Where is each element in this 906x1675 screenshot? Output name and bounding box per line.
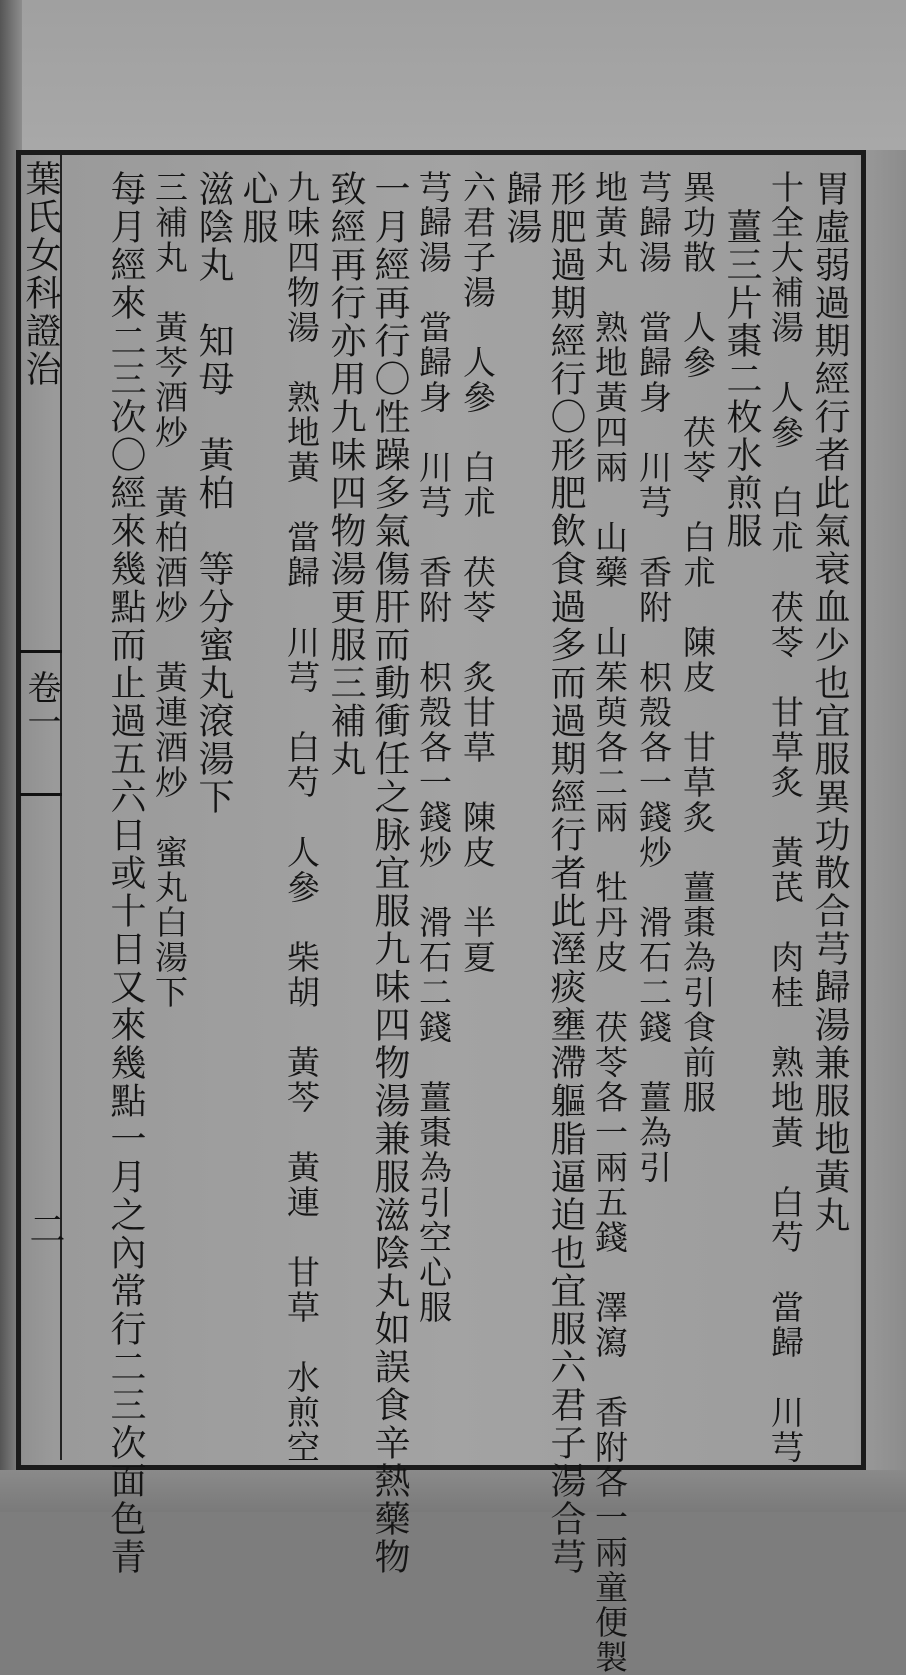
top-margin — [0, 0, 906, 150]
text-column-17: 每月經來二三次〇經來幾點而止過五六日或十日又來幾點一月之內常行二三次面色青 — [105, 170, 146, 1576]
text-column-7: 形肥過期經行〇形肥飲食過多而過期經行者此溼痰壅滯軀脂逼迫也宜服六君子湯合芎 — [545, 170, 586, 1576]
text-column-12: 致經再行亦用九味四物湯更服三補丸 — [325, 170, 366, 778]
center-spine — [20, 150, 65, 1470]
book-title: 葉氏女科證治 — [20, 160, 61, 388]
page-number: 二 — [24, 1210, 65, 1246]
text-column-5: 芎歸湯 當歸身 川芎 香附 枳殼各一錢炒 滑石二錢 薑為引 — [634, 170, 673, 1185]
text-column-16: 三補丸 黃芩酒炒 黃柏酒炒 黃連酒炒 蜜丸白湯下 — [150, 170, 189, 1010]
volume-label: 卷一 — [21, 670, 61, 738]
text-column-13: 九味四物湯 熟地黃 當歸 川芎 白芍 人參 柴胡 黃芩 黃連 甘草 水煎空 — [282, 170, 321, 1465]
text-column-1: 胃虛弱過期經行者此氣衰血少也宜服異功散合芎歸湯兼服地黃丸 — [809, 170, 850, 1234]
text-column-10: 芎歸湯 當歸身 川芎 香附 枳殼各一錢炒 滑石二錢 薑棗為引空心服 — [414, 170, 453, 1325]
text-column-8: 歸湯 — [501, 170, 542, 246]
text-column-14: 心服 — [237, 170, 278, 246]
text-column-11: 一月經再行〇性躁多氣傷肝而動衝任之脉宜服九味四物湯兼服滋陰丸如誤食辛熱藥物 — [369, 170, 410, 1576]
text-column-15: 滋陰丸 知母 黃柏 等分蜜丸滾湯下 — [193, 170, 234, 816]
text-column-9: 六君子湯 人參 白朮 茯苓 炙甘草 陳皮 半夏 — [458, 170, 497, 975]
text-column-2: 十全大補湯 人參 白朮 茯苓 甘草炙 黃芪 肉桂 熟地黃 白芍 當歸 川芎 — [766, 170, 805, 1465]
text-column-4: 異功散 人參 茯苓 白朮 陳皮 甘草炙 薑棗為引食前服 — [678, 170, 717, 1115]
text-column-3: 薑三片棗二枚水煎服 — [721, 170, 762, 550]
text-column-6: 地黃丸 熟地黃四兩 山藥 山茱萸各二兩 牡丹皮 茯苓各一兩五錢 澤瀉 香附各一兩童便製 — [590, 170, 629, 1675]
